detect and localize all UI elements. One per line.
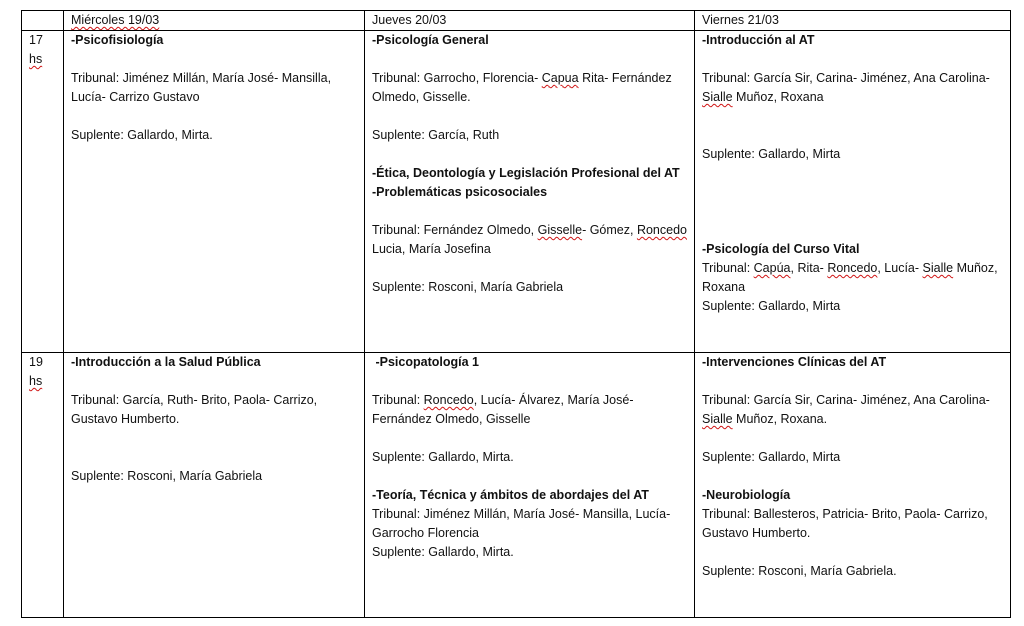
cell-fri-17 (695, 31, 1011, 353)
tribunal-text: Tribunal: Jiménez Millán, María José- Mansilla, Lucía- Garrocho Florencia (372, 507, 671, 540)
subject-intervenciones-clinicas: -Intervenciones Clínicas del AT (702, 355, 887, 369)
time-cell-19 (22, 353, 64, 618)
cell-wed-19 (64, 353, 365, 618)
suplente-text: Suplente: Gallardo, Mirta. (372, 450, 514, 464)
row-19hs (22, 353, 1011, 618)
subject-psicologia-general: -Psicología General (372, 33, 489, 47)
subject-neurobiologia: -Neurobiología (702, 488, 791, 502)
suplente-text: Suplente: Gallardo, Mirta (702, 450, 841, 464)
tribunal-text: Tribunal: Capúa, Rita- Roncedo, Lucía- Sialle Muñoz, Roxana (702, 261, 998, 294)
tribunal-text: Tribunal: Fernández Olmedo, Gisselle- Gómez, Roncedo Lucia, María Josefina (372, 223, 687, 256)
subject-introduccion-al-at: -Introducción al AT (702, 33, 815, 47)
tribunal-text: Tribunal: Roncedo, Lucía- Álvarez, María José- Fernández Olmedo, Gisselle (372, 393, 634, 426)
time-19-number: 19 (29, 355, 43, 369)
subject-psicopatologia-1: -Psicopatología 1 (372, 355, 479, 369)
exam-schedule-table (21, 10, 1011, 618)
suplente-text: Suplente: Rosconi, María Gabriela (71, 469, 263, 483)
time-17-number: 17 (29, 33, 43, 47)
subject-teoria-tecnica: -Teoría, Técnica y ámbitos de abordajes del AT (372, 488, 649, 502)
header-thursday (365, 11, 695, 31)
suplente-text: Suplente: Gallardo, Mirta (702, 147, 841, 161)
suplente-text: Suplente: Rosconi, María Gabriela. (702, 564, 897, 578)
header-corner-cell (22, 11, 64, 31)
subject-psicologia-curso-vital: -Psicología del Curso Vital (702, 242, 860, 256)
header-row (22, 11, 1011, 31)
cell-thu-17 (365, 31, 695, 353)
tribunal-text: Tribunal: Ballesteros, Patricia- Brito, Paola- Carrizo, Gustavo Humberto. (702, 507, 988, 540)
suplente-text: Suplente: Gallardo, Mirta. (372, 545, 514, 559)
header-wednesday (64, 11, 365, 31)
header-thursday-label: Jueves 20/03 (372, 13, 447, 27)
cell-wed-17 (64, 31, 365, 353)
cell-thu-19 (365, 353, 695, 618)
subject-salud-publica: -Introducción a la Salud Pública (71, 355, 261, 369)
subject-psicofisiologia: -Psicofisiología (71, 33, 164, 47)
time-19-unit: hs (29, 374, 43, 388)
subject-etica-deontologia: -Ética, Deontología y Legislación Profesional del AT (372, 166, 680, 180)
subject-problematicas-psicosociales: -Problemáticas psicosociales (372, 185, 548, 199)
suplente-text: Suplente: Rosconi, María Gabriela (372, 280, 564, 294)
header-wednesday-label: Miércoles 19/03 (71, 13, 160, 27)
header-friday-label: Viernes 21/03 (702, 13, 779, 27)
tribunal-text: Tribunal: Garrocho, Florencia- Capua Rita- Fernández Olmedo, Gisselle. (372, 71, 672, 104)
cell-fri-19 (695, 353, 1011, 618)
suplente-text: Suplente: Gallardo, Mirta. (71, 128, 213, 142)
suplente-text: Suplente: Gallardo, Mirta (702, 299, 841, 313)
row-17hs (22, 31, 1011, 353)
tribunal-text: Tribunal: Jiménez Millán, María José- Mansilla, Lucía- Carrizo Gustavo (71, 71, 332, 104)
suplente-text: Suplente: García, Ruth (372, 128, 500, 142)
tribunal-text: Tribunal: García, Ruth- Brito, Paola- Carrizo, Gustavo Humberto. (71, 393, 318, 426)
time-cell-17 (22, 31, 64, 353)
header-friday (695, 11, 1011, 31)
tribunal-text: Tribunal: García Sir, Carina- Jiménez, Ana Carolina- Sialle Muñoz, Roxana. (702, 393, 990, 426)
tribunal-text: Tribunal: García Sir, Carina- Jiménez, Ana Carolina- Sialle Muñoz, Roxana (702, 71, 990, 104)
time-17-unit: hs (29, 52, 43, 66)
